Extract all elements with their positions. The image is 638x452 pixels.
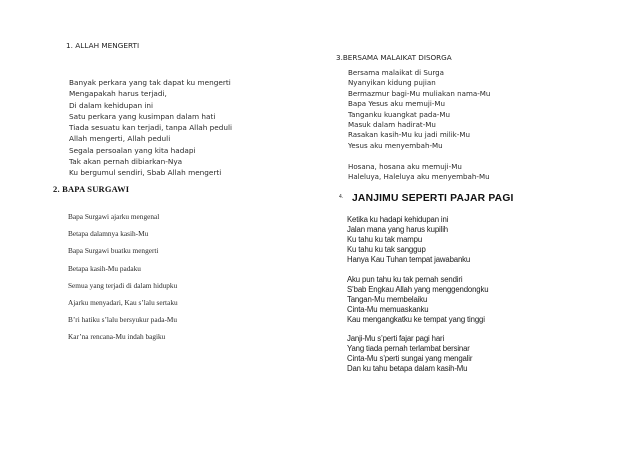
song4-stanza-2 (347, 275, 488, 324)
song2-title: 2. BAPA SURGAWI (53, 184, 130, 194)
song4-title: JANJIMU SEPERTI PAJAR PAGI (352, 193, 514, 204)
lyric-line: Semua yang terjadi di dalam hidupku (68, 280, 178, 290)
lyric-line: Nyanyikan kidung pujian (348, 78, 436, 88)
lyric-line: Tangan-Mu membelaiku (347, 294, 428, 304)
song3-title: 3.BERSAMA MALAIKAT DISORGA (336, 53, 452, 62)
song1-title: 1. ALLAH MENGERTI (66, 41, 140, 50)
lyric-line: Allah mengerti, Allah peduli (69, 134, 171, 144)
lyric-line: Bermazmur bagi-Mu muliakan nama-Mu (348, 88, 491, 98)
lyric-line: Hanya Kau Tuhan tempat jawabanku (347, 254, 471, 264)
lyric-line: Kar’na rencana-Mu indah bagiku (68, 332, 166, 342)
lyric-line: Haleluya, Haleluya aku menyembah-Mu (348, 172, 490, 182)
lyric-line: Hosana, hosana aku memuji-Mu (348, 162, 462, 171)
lyric-line: Ku tahu ku tak sanggup (347, 244, 426, 254)
lyric-line: Cinta-Mu s’perti sungai yang mengalir (347, 353, 473, 363)
lyric-line: Tak akan pernah dibiarkan-Nya (69, 157, 183, 167)
lyric-line: Yesus aku menyembah-Mu (348, 140, 443, 150)
lyric-line: Masuk dalam hadirat-Mu (348, 119, 436, 129)
lyric-line: Yang tiada pernah terlambat bersinar (347, 343, 470, 353)
lyric-line: Ketika ku hadapi kehidupan ini (347, 215, 449, 224)
lyric-line: Aku pun tahu ku tak pernah sendiri (347, 275, 463, 284)
song2-lyrics (68, 212, 178, 350)
song3-verse (348, 68, 490, 151)
lyric-line: Ku tahu ku tak mampu (347, 234, 423, 244)
lyric-line: Di dalam kehidupan ini (69, 100, 154, 110)
lyric-line: Kau mengangkatku ke tempat yang tinggi (347, 314, 485, 324)
lyric-line: Dan ku tahu betapa dalam kasih-Mu (347, 363, 468, 373)
song1-lyrics (69, 77, 232, 179)
lyric-line: Rasakan kasih-Mu ku jadi milik-Mu (348, 130, 470, 140)
lyric-line: Mengapakah harus terjadi, (69, 89, 167, 99)
lyric-line: Segala persoalan yang kita hadapi (69, 145, 196, 155)
song4-stanza-1 (347, 215, 470, 264)
lyric-line: Betapa kasih-Mu padaku (68, 263, 141, 273)
lyric-line: Bapa Surgawi ajarku mengenal (68, 212, 160, 221)
lyric-line: Betapa dalamnya kasih-Mu (68, 229, 149, 239)
lyric-line: Tanganku kuangkat pada-Mu (348, 109, 450, 119)
lyric-line: Bersama malaikat di Surga (348, 68, 444, 77)
lyric-line: Janji-Mu s’perti fajar pagi hari (347, 334, 445, 343)
lyric-line: S’bab Engkau Allah yang menggendongku (347, 284, 489, 294)
lyric-line: Bapa Surgawi buatku mengerti (68, 246, 159, 256)
lyric-line: Satu perkara yang kusimpan dalam hati (69, 111, 216, 121)
lyric-line: B’ri hatiku s’lalu bersyukur pada-Mu (68, 315, 178, 325)
lyric-line: Tiada sesuatu kan terjadi, tanpa Allah peduli (69, 123, 233, 133)
song3-refrain (348, 162, 490, 183)
lyric-line: Bapa Yesus aku memuji-Mu (348, 99, 446, 109)
lyric-line: Jalan mana yang harus kupilih (347, 224, 448, 234)
lyric-line: Cinta-Mu memuaskanku (347, 304, 429, 314)
lyric-line: Banyak perkara yang tak dapat ku mengerti (69, 78, 231, 87)
lyric-line: Ajarku menyadari, Kau s’lalu sertaku (68, 297, 178, 307)
song4-stanza-3 (347, 334, 472, 374)
song4-number: 4. (339, 194, 344, 200)
lyric-line: Ku bergumul sendiri, Sbab Allah mengerti (69, 168, 222, 178)
